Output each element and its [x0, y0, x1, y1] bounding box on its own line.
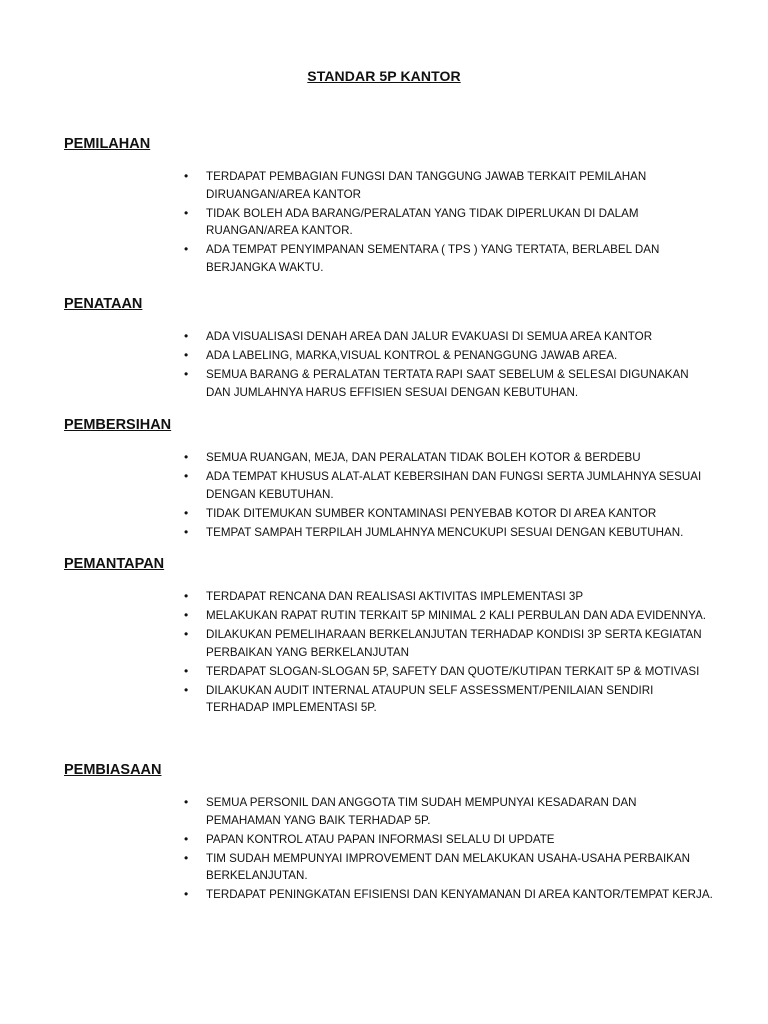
list-item: • ADA LABELING, MARKA,VISUAL KONTROL & PENANGGUNG JAWAB AREA.: [184, 347, 714, 365]
bullet-list: [184, 328, 714, 403]
list-item: • TERDAPAT RENCANA DAN REALISASI AKTIVITAS IMPLEMENTASI 3P: [184, 588, 714, 606]
list-item: • DILAKUKAN AUDIT INTERNAL ATAUPUN SELF ASSESSMENT/PENILAIAN SENDIRI TERHADAP IMPLEMENTASI 5P.: [184, 682, 654, 714]
bullet-icon: •: [184, 367, 189, 381]
list-item: • ADA TEMPAT PENYIMPANAN SEMENTARA ( TPS ) YANG TERTATA, BERLABEL DAN BERJANGKA WAKTU.: [184, 242, 660, 274]
bullet-icon: •: [184, 348, 189, 362]
bullet-icon: •: [184, 205, 189, 220]
bullet-icon: •: [184, 850, 189, 865]
list-item: • MELAKUKAN RAPAT RUTIN TERKAIT 5P MINIMAL 2 KALI PERBULAN DAN ADA EVIDENNYA.: [184, 607, 714, 625]
list-item: • TERDAPAT PEMBAGIAN FUNGSI DAN TANGGUNG JAWAB TERKAIT PEMILAHAN DIRUANGAN/AREA KANTOR: [184, 169, 647, 201]
list-item: • TIM SUDAH MEMPUNYAI IMPROVEMENT DAN MELAKUKAN USAHA-USAHA PERBAIKAN BERKELANJUTAN.: [184, 850, 691, 882]
list-item: • TEMPAT SAMPAH TERPILAH JUMLAHNYA MENCUKUPI SESUAI DENGAN KEBUTUHAN.: [184, 524, 714, 542]
list-item: • TERDAPAT SLOGAN-SLOGAN 5P, SAFETY DAN QUOTE/KUTIPAN TERKAIT 5P & MOTIVASI: [184, 663, 714, 681]
section-heading: PEMANTAPAN: [64, 556, 165, 572]
bullet-icon: •: [184, 450, 189, 464]
bullet-icon: •: [184, 608, 189, 622]
section-heading: PEMBIASAAN: [64, 762, 162, 778]
bullet-list: [184, 794, 714, 905]
list-item: • DILAKUKAN PEMELIHARAAN BERKELANJUTAN TERHADAP KONDISI 3P SERTA KEGIATAN PERBAIKAN YANG BERKELANJUTAN: [184, 627, 702, 659]
bullet-icon: •: [184, 329, 189, 343]
bullet-icon: •: [184, 682, 189, 697]
bullet-icon: •: [184, 242, 189, 256]
list-item: • TERDAPAT PENINGKATAN EFISIENSI DAN KENYAMANAN DI AREA KANTOR/TEMPAT KERJA.: [184, 886, 714, 904]
bullet-icon: •: [184, 524, 189, 539]
list-item: • TIDAK BOLEH ADA BARANG/PERALATAN YANG TIDAK DIPERLUKAN DI DALAM RUANGAN/AREA KANTOR.: [184, 205, 639, 237]
bullet-icon: •: [184, 627, 189, 641]
bullet-icon: •: [184, 831, 189, 846]
bullet-icon: •: [184, 169, 189, 183]
section-heading: PEMILAHAN: [64, 136, 151, 152]
section-heading: PEMBERSIHAN: [64, 417, 172, 433]
list-item: • PAPAN KONTROL ATAU PAPAN INFORMASI SELALU DI UPDATE: [184, 831, 714, 849]
bullet-icon: •: [184, 663, 189, 678]
bullet-icon: •: [184, 469, 189, 483]
bullet-icon: •: [184, 589, 189, 603]
bullet-icon: •: [184, 795, 189, 809]
section-heading: PENATAAN: [64, 296, 143, 312]
bullet-icon: •: [184, 505, 189, 520]
bullet-list: [184, 588, 714, 718]
list-item: • ADA TEMPAT KHUSUS ALAT-ALAT KEBERSIHAN DAN FUNGSI SERTA JUMLAHNYA SESUAI DENGAN KEBUTUHAN.: [184, 469, 702, 501]
document-title: STANDAR 5P KANTOR: [307, 68, 461, 84]
bullet-list: [184, 168, 714, 278]
list-item: • TIDAK DITEMUKAN SUMBER KONTAMINASI PENYEBAB KOTOR DI AREA KANTOR: [184, 505, 714, 523]
list-item: • SEMUA PERSONIL DAN ANGGOTA TIM SUDAH MEMPUNYAI KESADARAN DAN PEMAHAMAN YANG BAIK TERHADAP 5P.: [184, 795, 637, 827]
list-item: • ADA VISUALISASI DENAH AREA DAN JALUR EVAKUASI DI SEMUA AREA KANTOR: [184, 328, 714, 346]
list-item: • SEMUA RUANGAN, MEJA, DAN PERALATAN TIDAK BOLEH KOTOR & BERDEBU: [184, 449, 714, 467]
bullet-icon: •: [184, 887, 189, 901]
bullet-list: [184, 449, 714, 543]
list-item: • SEMUA BARANG & PERALATAN TERTATA RAPI SAAT SEBELUM & SELESAI DIGUNAKAN DAN JUMLAHNYA HARUS EFFISIEN SESUAI DENGAN KEBUTUHAN.: [184, 367, 689, 399]
